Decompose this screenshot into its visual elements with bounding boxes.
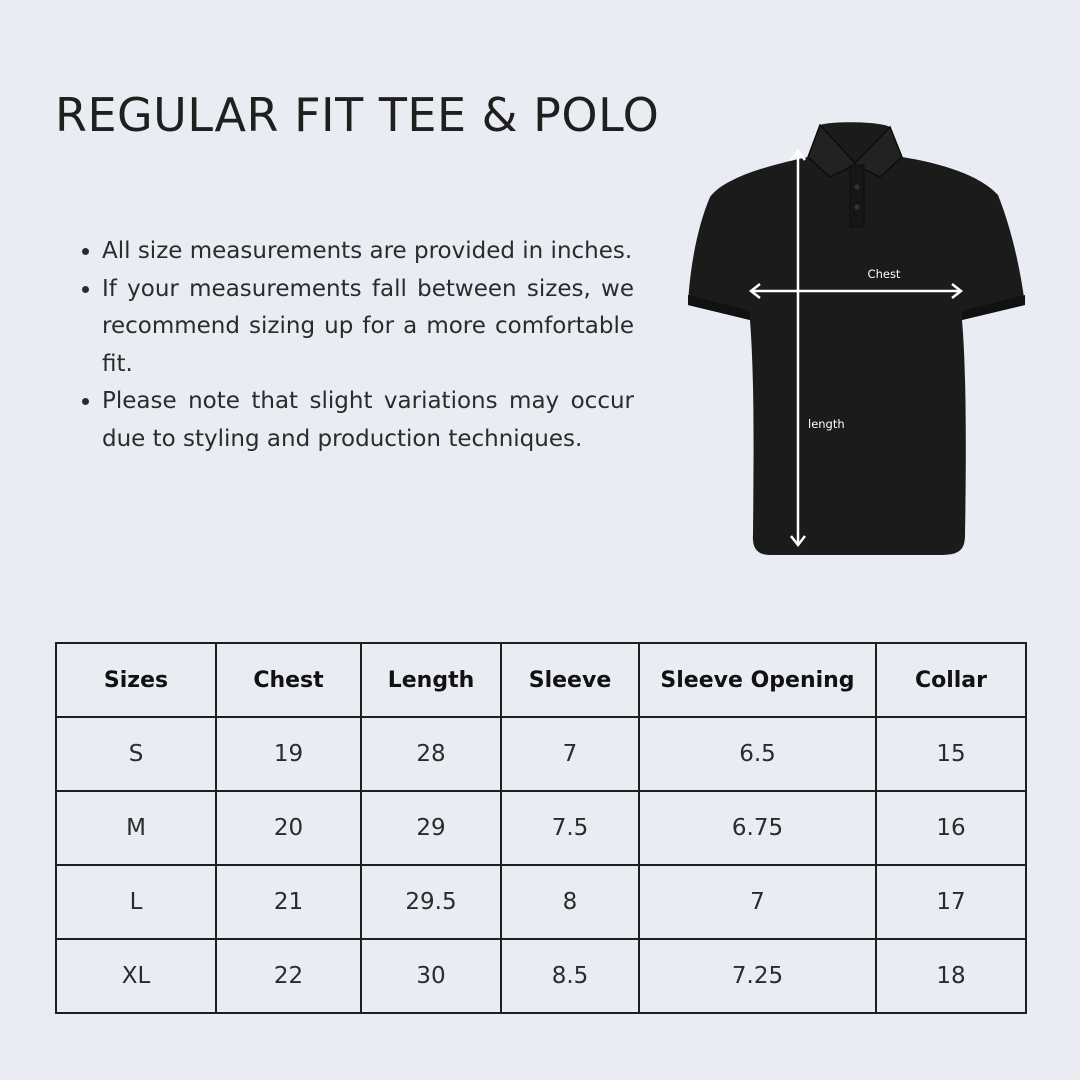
note-item: • All size measurements are provided in inches. — [102, 233, 634, 271]
shirt-measurement-diagram — [680, 115, 1032, 565]
table-header-row — [56, 643, 1026, 717]
table-cell: 18 — [876, 939, 1026, 1013]
table-cell: 29.5 — [361, 865, 501, 939]
table-cell: 21 — [216, 865, 361, 939]
table-cell: M — [56, 791, 216, 865]
note-item: • Please note that slight variations may occur due to styling and production techniques. — [102, 383, 634, 458]
table-cell: 28 — [361, 717, 501, 791]
table-cell: 8 — [501, 865, 639, 939]
header-length: Length — [361, 643, 501, 717]
chest-label: Chest — [867, 267, 901, 281]
table-row — [56, 939, 1026, 1013]
header-chest: Chest — [216, 643, 361, 717]
table-row — [56, 865, 1026, 939]
table-cell: 16 — [876, 791, 1026, 865]
table-cell: S — [56, 717, 216, 791]
table-cell: 29 — [361, 791, 501, 865]
size-notes-list — [70, 233, 634, 459]
button-dot — [854, 204, 859, 209]
table-cell: 22 — [216, 939, 361, 1013]
table-cell: 15 — [876, 717, 1026, 791]
table-cell: 30 — [361, 939, 501, 1013]
table-row — [56, 717, 1026, 791]
header-sleeve-opening: Sleeve Opening — [639, 643, 876, 717]
table-cell: 17 — [876, 865, 1026, 939]
table-cell: XL — [56, 939, 216, 1013]
page-title: REGULAR FIT TEE & POLO — [55, 88, 660, 142]
table-cell: 7.5 — [501, 791, 639, 865]
note-item: • If your measurements fall between sizes, we recommend sizing up for a more comfortable fit. — [102, 271, 634, 384]
table-cell: 6.75 — [639, 791, 876, 865]
table-cell: 8.5 — [501, 939, 639, 1013]
header-sizes: Sizes — [56, 643, 216, 717]
button-dot — [854, 184, 859, 189]
table-cell: 19 — [216, 717, 361, 791]
size-chart-table — [55, 642, 1027, 1014]
table-cell: 7 — [639, 865, 876, 939]
header-sleeve: Sleeve — [501, 643, 639, 717]
table-cell: 6.5 — [639, 717, 876, 791]
table-cell: L — [56, 865, 216, 939]
table-row — [56, 791, 1026, 865]
header-collar: Collar — [876, 643, 1026, 717]
table-cell: 20 — [216, 791, 361, 865]
table-cell: 7.25 — [639, 939, 876, 1013]
placket-shape — [850, 165, 864, 227]
length-label: length — [808, 417, 845, 431]
table-cell: 7 — [501, 717, 639, 791]
